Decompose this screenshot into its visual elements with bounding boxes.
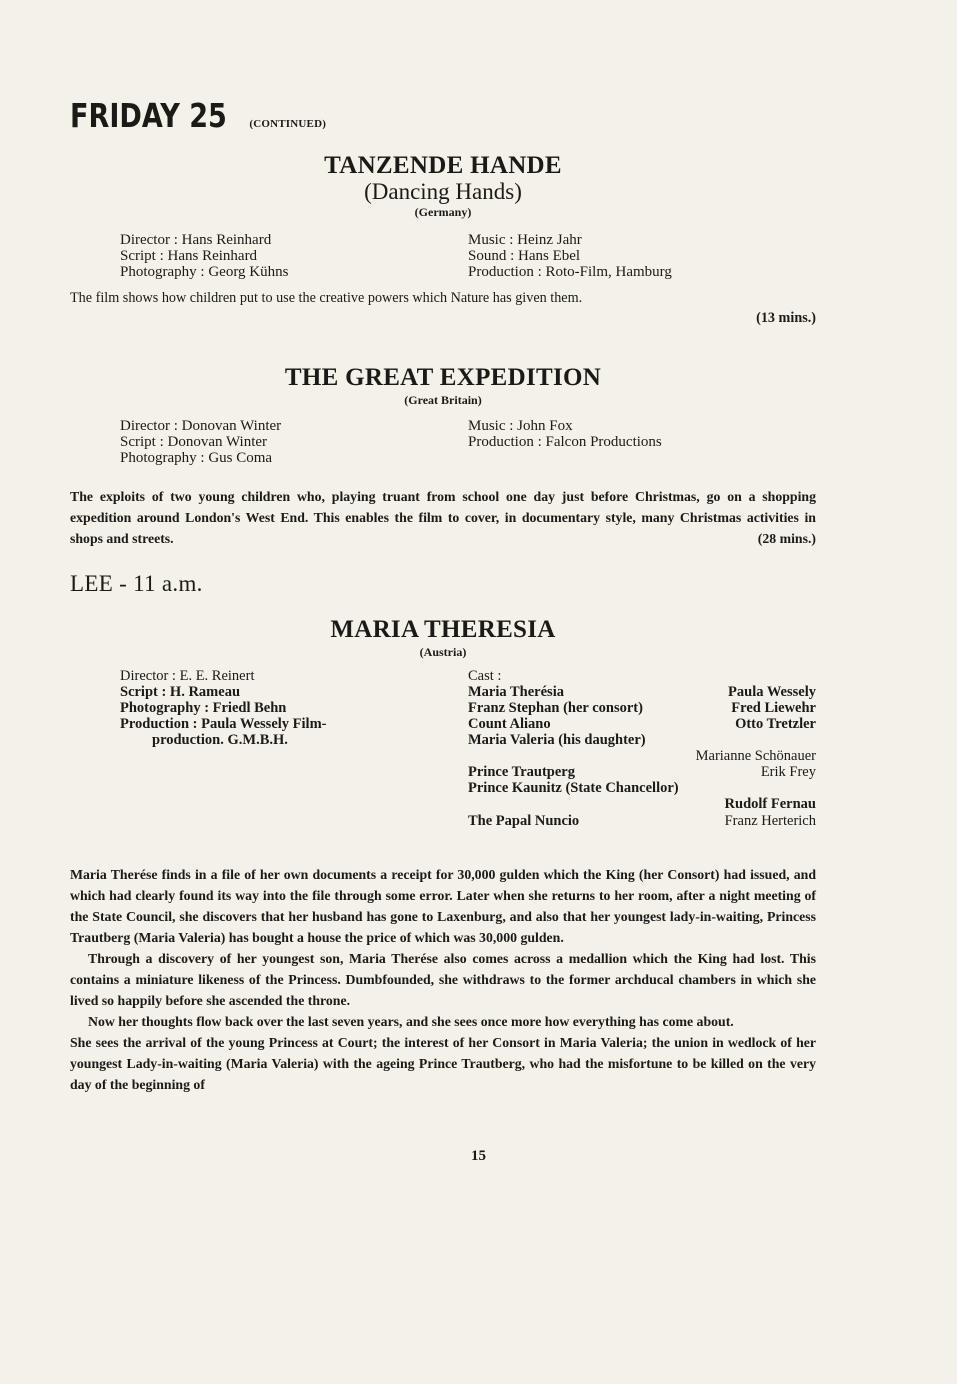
- cast-list: [468, 668, 816, 829]
- synopsis-paragraph: Now her thoughts flow back over the last seven years, and she sees once more how everything has come about.: [88, 1014, 734, 1029]
- credits-right: [468, 232, 672, 280]
- credit-line: Music : John Fox: [468, 418, 573, 434]
- cast-role: Prince Kaunitz (State Chancellor): [468, 780, 679, 796]
- credits-left: [120, 418, 281, 466]
- credit-line: Director : Hans Reinhard: [120, 232, 272, 248]
- film-description: [70, 486, 816, 549]
- cast-actor: Fred Liewehr: [731, 700, 816, 716]
- credit-line: Photography : Gus Coma: [120, 450, 273, 466]
- cast-role: The Papal Nuncio: [468, 813, 580, 829]
- credit-line: Script : Donovan Winter: [120, 434, 268, 450]
- cast-actor: Erik Frey: [760, 764, 816, 780]
- synopsis-paragraph: She sees the arrival of the young Princess at Court; the interest of her Consort in Maria Valeria; the union in wedlock of her youngest Lady-in-waiting (Maria Valeria) with the ageing Prince Trautberg, who had the misfortune to be killed on the very day of the beginning of: [70, 1035, 816, 1092]
- cast-actor: Otto Tretzler: [735, 716, 816, 732]
- page-number: 15: [471, 1148, 486, 1164]
- cast-role: Count Aliano: [468, 716, 551, 732]
- synopsis-paragraph: Through a discovery of her youngest son, Maria Therése also comes across a medallion which the King had lost. This contains a miniature likeness of the Princess. Dumbfounded, she withdraws to the former archducal chambers in which she lived so happily before she ascended the throne.: [70, 951, 816, 1008]
- cast-row: [468, 813, 816, 829]
- cast-actor: Franz Herterich: [724, 813, 816, 829]
- credit-line: Production : Roto-Film, Hamburg: [468, 264, 672, 280]
- cast-row: [468, 700, 816, 716]
- film-credits: [70, 232, 816, 288]
- film-country: (Germany): [414, 205, 472, 219]
- credit-line: Production : Paula Wessely Film-: [120, 716, 327, 732]
- film-subtitle: (Dancing Hands): [364, 179, 522, 204]
- film-synopsis: [70, 864, 816, 1095]
- credit-line: production. G.M.B.H.: [152, 732, 288, 748]
- description-text: The exploits of two young children who, playing truant from school one day just before Christmas, go on a shopping expedition around London's West End. This enables the film to cover, in documentary style, many Christmas activities in shops and streets.: [70, 489, 816, 546]
- credits-right: [468, 418, 662, 450]
- film-country: (Austria): [419, 645, 467, 659]
- credit-line: Script : H. Rameau: [120, 684, 241, 700]
- cast-actor: Rudolf Fernau: [724, 796, 816, 812]
- cast-role: Prince Trautperg: [468, 764, 575, 780]
- cast-actor: Paula Wessely: [728, 684, 816, 700]
- runtime: (13 mins.): [756, 310, 816, 326]
- venue-heading: LEE - 11 a.m.: [70, 571, 203, 596]
- film-entry-tanzende-hande: [70, 152, 816, 328]
- cast-role: Franz Stephan (her consort): [468, 700, 643, 716]
- credit-line: Director : Donovan Winter: [120, 418, 282, 434]
- credits-left: [120, 668, 327, 748]
- film-credits: [70, 668, 816, 846]
- credit-line: Sound : Hans Ebel: [468, 248, 581, 264]
- page-header: [70, 96, 326, 135]
- film-description: [70, 288, 816, 328]
- credits-left: [120, 232, 288, 280]
- cast-role: Maria Therésia: [468, 684, 564, 700]
- film-country: (Great Britain): [404, 393, 482, 407]
- film-title: TANZENDE HANDE: [324, 152, 562, 179]
- film-entry-maria-theresia: [70, 616, 816, 1095]
- credit-line: Production : Falcon Productions: [468, 434, 662, 450]
- credit-line: Photography : Friedl Behn: [120, 700, 287, 716]
- continued-label: (CONTINUED): [249, 118, 327, 130]
- cast-label: Cast :: [468, 668, 502, 684]
- cast-role: Maria Valeria (his daughter): [468, 732, 646, 748]
- synopsis-paragraph: Maria Therése finds in a file of her own documents a receipt for 30,000 gulden which the King (her Consort) had issued, and which had clearly found its way into the file through some error. Later when she returns to her room, after a night meeting of the State Council, she discovers that her husband has gone to Laxenburg, and also that her youngest lady-in-waiting, Princess Trautberg (Maria Valeria) has bought a house the price of which was 30,000 gulden.: [70, 867, 816, 945]
- cast-row: [468, 716, 816, 732]
- credit-line: Photography : Georg Kühns: [120, 264, 289, 280]
- credit-line: Music : Heinz Jahr: [468, 232, 582, 248]
- film-entry-great-expedition: [70, 364, 816, 549]
- cast-row: [468, 764, 816, 780]
- film-title: MARIA THERESIA: [330, 616, 556, 643]
- day-heading: FRIDAY 25: [70, 96, 227, 135]
- film-credits: [70, 418, 816, 474]
- description-text: The film shows how children put to use the creative powers which Nature has given them.: [70, 290, 583, 306]
- credit-line: Director : E. E. Reinert: [120, 668, 255, 684]
- runtime: (28 mins.): [757, 531, 816, 546]
- cast-actor: Marianne Schönauer: [695, 748, 816, 764]
- cast-row: [468, 684, 816, 700]
- film-title: THE GREAT EXPEDITION: [284, 364, 602, 391]
- credit-line: Script : Hans Reinhard: [120, 248, 258, 264]
